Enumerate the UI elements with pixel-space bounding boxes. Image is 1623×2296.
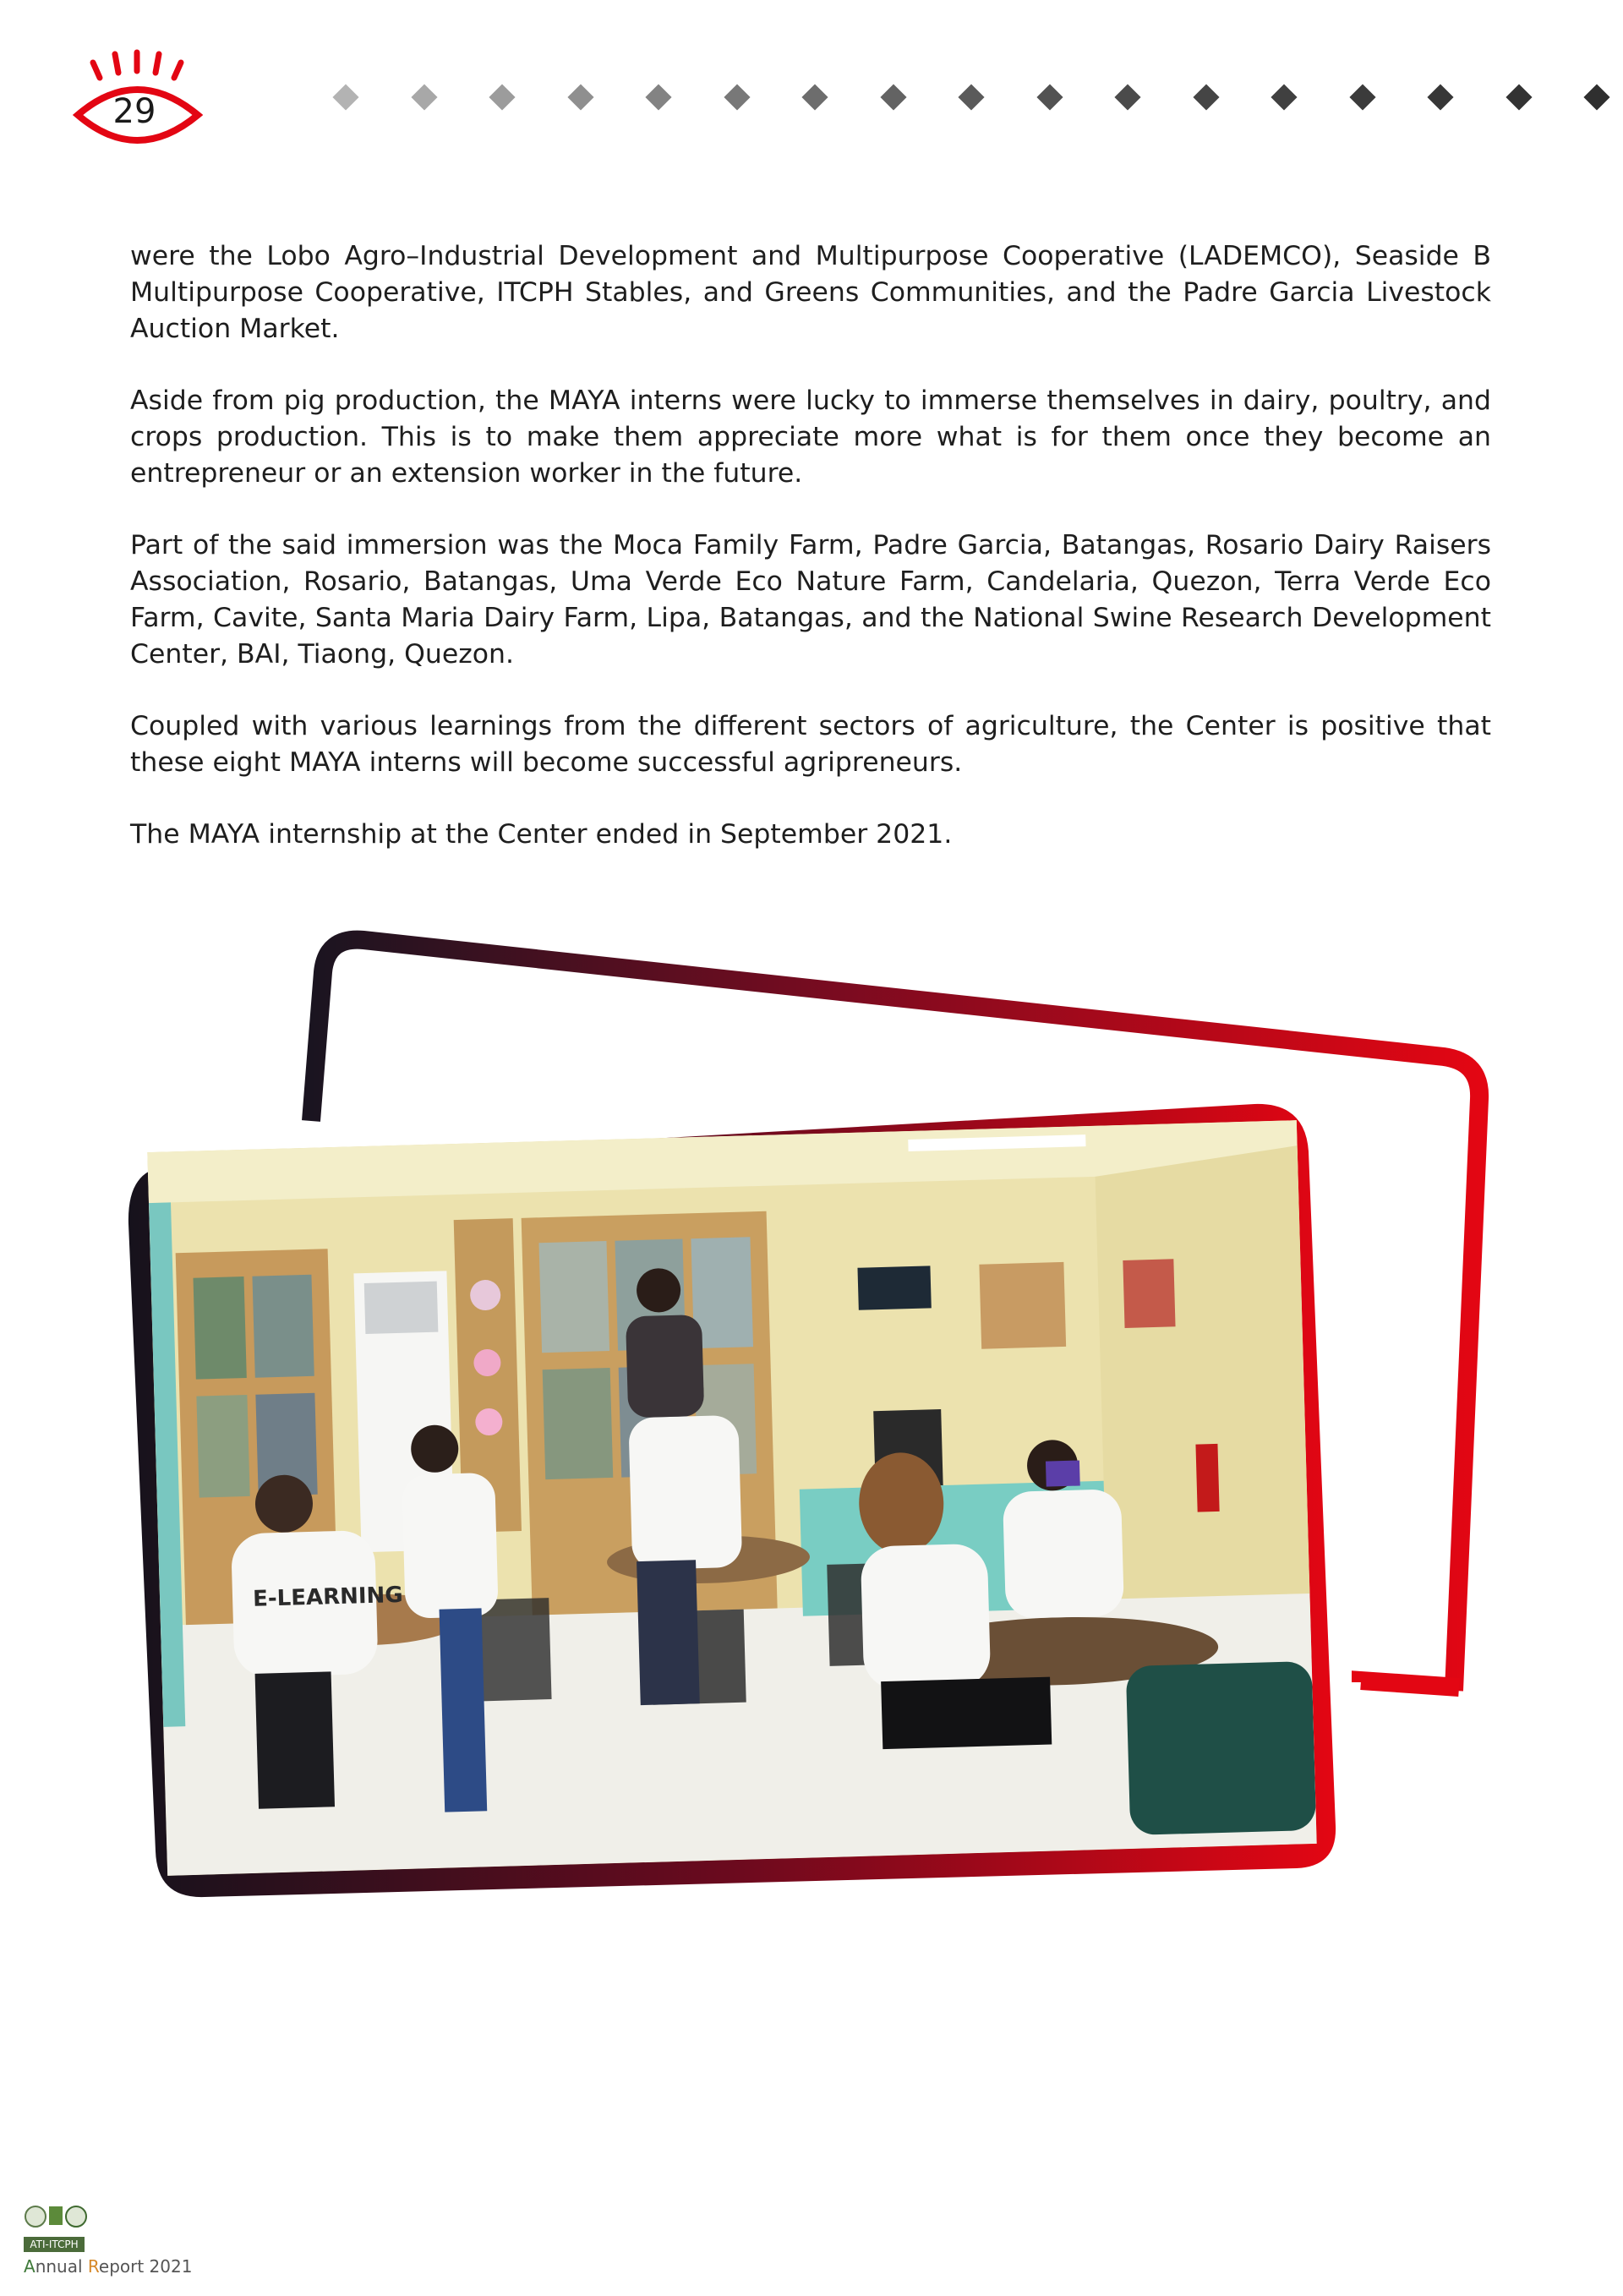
diamond-icon xyxy=(1349,84,1375,110)
back-frame-tail xyxy=(1361,1681,1459,1687)
footer-report-letter-r: R xyxy=(87,2256,99,2277)
diamond-icon xyxy=(567,84,593,110)
diamond-icon xyxy=(1427,84,1453,110)
wall-tv xyxy=(857,1266,931,1309)
interns-classroom-photo xyxy=(147,1120,1316,1876)
diamond-icon xyxy=(1114,84,1140,110)
paragraph: Part of the said immersion was the Moca Family Farm, Padre Garcia, Batangas, Rosario Dairy Raisers Association, Rosario, Batangas, Uma Verde Eco Nature Farm, Candelaria, Quezon, Terra Verde Eco Farm, Cavite, Santa Maria Dairy Farm, Lipa, Batangas, and the National Swine Research Development Center, BAI, Tiaong, Quezon. xyxy=(130,530,1491,670)
eye-lashes-icon xyxy=(93,52,181,78)
diamond-icon xyxy=(801,84,828,110)
diamond-icon xyxy=(1036,84,1063,110)
bulletin-board xyxy=(979,1262,1066,1349)
ati-logo-icon xyxy=(49,2206,63,2225)
itcph-seal-icon xyxy=(66,2206,86,2227)
diamond-icon xyxy=(724,84,750,110)
paragraph: The MAYA internship at the Center ended in September 2021. xyxy=(130,819,953,850)
iso-seal-icon xyxy=(25,2206,46,2227)
diamond-icon xyxy=(411,84,437,110)
paragraph: Aside from pig production, the MAYA interns were lucky to immerse themselves in dairy, poultry, and crops production. This is to make them appreciate more what is for them once they become an entrepreneur or an extension worker in the future. xyxy=(130,385,1491,489)
article-body xyxy=(130,238,1491,888)
wall-poster xyxy=(1123,1259,1175,1328)
footer-report-rest: eport 2021 xyxy=(98,2256,193,2277)
diamond-icon xyxy=(645,84,671,110)
diamond-icon xyxy=(332,84,358,110)
footer-report-word1: nnual xyxy=(35,2256,88,2277)
diamond-icon xyxy=(1193,84,1219,110)
footer-logos xyxy=(24,2196,88,2235)
shirt-print-text: E-LEARNING xyxy=(252,1582,404,1612)
diamond-icon xyxy=(489,84,515,110)
footer-report-title xyxy=(24,2255,192,2277)
footer-report-letter-a: A xyxy=(24,2256,36,2277)
diamond-icon xyxy=(958,84,984,110)
diamond-icon xyxy=(1271,84,1297,110)
paragraph: Coupled with various learnings from the different sectors of agriculture, the Center is positive that these eight MAYA interns will become successful agripreneurs. xyxy=(130,711,1491,778)
diamond-icon xyxy=(1506,84,1532,110)
diamond-icon xyxy=(880,84,906,110)
page-number: 29 xyxy=(112,92,156,131)
fire-extinguisher xyxy=(1195,1444,1219,1512)
diamond-icon xyxy=(1583,84,1609,110)
footer-org-label: ATI-ITCPH xyxy=(24,2237,85,2252)
header-diamond-divider xyxy=(336,81,1623,115)
paragraph: were the Lobo Agro–Industrial Development and Multipurpose Cooperative (LADEMCO), Seaside B Multipurpose Cooperative, ITCPH Stables, and Greens Communities, and the Padre Garcia Livestock Auction Market. xyxy=(130,241,1491,344)
green-sofa xyxy=(1126,1661,1316,1835)
